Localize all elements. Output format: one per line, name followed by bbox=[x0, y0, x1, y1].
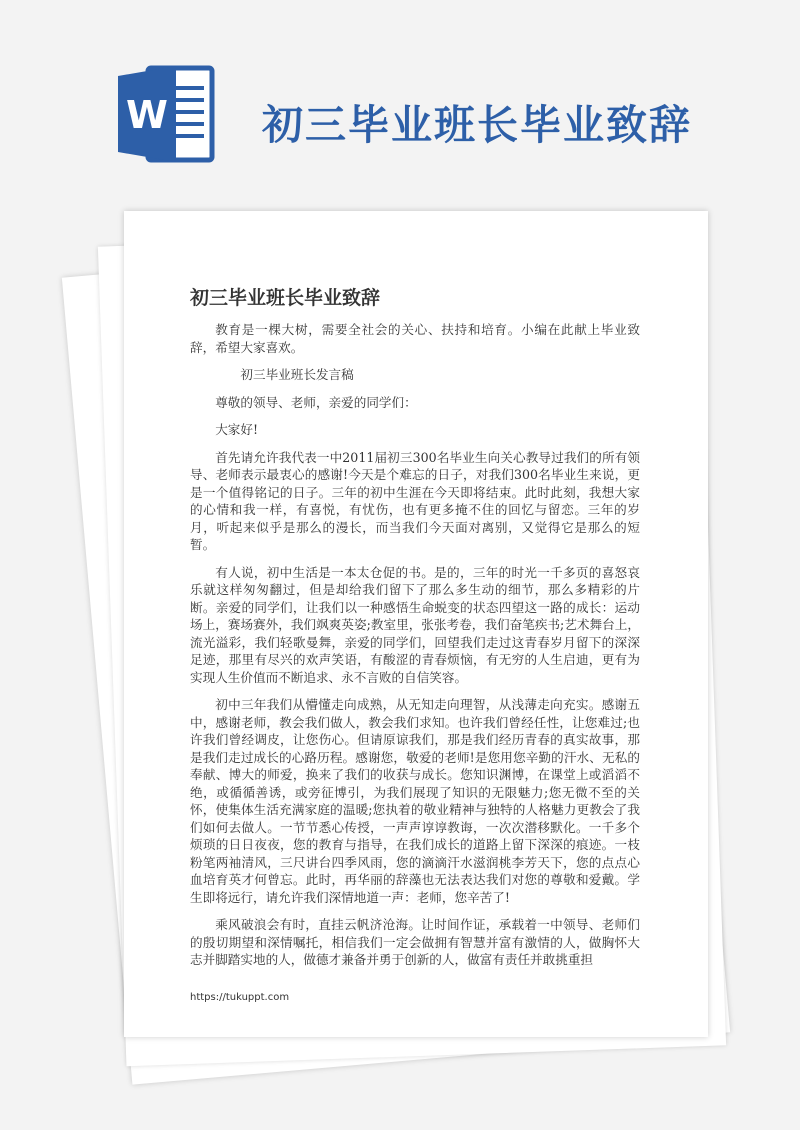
speech-subtitle: 初三毕业班长发言稿 bbox=[240, 367, 354, 382]
document-title: 初三毕业班长毕业致辞 bbox=[190, 287, 381, 309]
page-header bbox=[0, 0, 800, 200]
document-page bbox=[124, 211, 708, 1037]
footer-url[interactable]: https://tukuppt.com bbox=[190, 992, 290, 1003]
document-body bbox=[190, 321, 640, 979]
body-paragraph: 初中三年我们从懵懂走向成熟，从无知走向理智，从浅薄走向充实。感谢五中，感谢老师，教会我们做人，教会我们求知。也许我们曾经任性，让您难过;也许我们曾经调皮，让您伤心。但请原谅我们，那是我们经历青春的真实故事，那是我们走过成长的心路历程。感谢您，敬爱的老师!是您用您辛勤的汗水、无私的奉献、博大的师爱，换来了我们的收获与成长。您知识渊博，在课堂上或滔滔不绝，或循循善诱，或旁征博引，为我们展现了知识的无限魅力;您无微不至的关怀，使集体生活充满家庭的温暖;您执着的敬业精神与独特的人格魅力更教会了我们如何去做人。一节节悉心传授，一声声谆谆教诲，一次次潜移默化。一千多个烦琐的日日夜夜，您的教育与指导，在我们成长的道路上留下深深的痕迹。一枝粉笔两袖清风，三尺讲台四季风雨，您的滴滴汗水滋润桃李芳天下，您的点点心血培育英才何曾忘。此时，再华丽的辞藻也无法表达我们对您的尊敬和爱戴。学生即将远行，请允许我们深情地道一声：老师，您辛苦了! bbox=[190, 697, 640, 905]
greeting: 大家好! bbox=[215, 422, 259, 437]
body-paragraph: 首先请允许我代表一中2011届初三300名毕业生向关心教导过我们的所有领导、老师表示最衷心的感谢!今天是个难忘的日子，对我们300名毕业生来说，更是一个值得铭记的日子。三年的初中生涯在今天即将结束。此时此刻，我想大家的心情和我一样，有喜悦，有忧伤，也有更多掩不住的回忆与留恋。三年的岁月，听起来似乎是那么的漫长，而当我们今天面对离别，又觉得它是那么的短暂。 bbox=[190, 449, 640, 552]
header-title: 初三毕业班长毕业致辞 bbox=[262, 101, 692, 149]
body-paragraph: 有人说，初中生活是一本太仓促的书。是的，三年的时光一千多页的喜怒哀乐就这样匆匆翻过，但是却给我们留下了那么多生动的细节，那么多精彩的片断。亲爱的同学们，让我们以一种感悟生命蜕变的状态四望这一路的成长：运动场上，赛场赛外，我们飒爽英姿;教室里，张张考卷，我们奋笔疾书;艺术舞台上，流光溢彩，我们轻歌曼舞，亲爱的同学们，回望我们走过这青春岁月留下的深深足迹，那里有尽兴的欢声笑语，有酸涩的青春烦恼，有无穷的人生启迪，更有为实现人生价值而不断追求、永不言败的自信笑容。 bbox=[190, 564, 640, 685]
svg-text:W: W bbox=[126, 93, 168, 137]
intro-paragraph: 教育是一棵大树，需要全社会的关心、扶持和培育。小编在此献上毕业致辞，希望大家喜欢。 bbox=[190, 322, 640, 355]
body-paragraph: 乘风破浪会有时，直挂云帆济沧海。让时间作证，承载着一中领导、老师们的殷切期望和深情嘱托，相信我们一定会做拥有智慧并富有激情的人，做胸怀大志并脚踏实地的人，做德才兼备并勇于创新的人，做富有责任并敢挑重担 bbox=[190, 917, 640, 967]
word-icon bbox=[118, 62, 218, 166]
salutation: 尊敬的领导、老师，亲爱的同学们： bbox=[215, 394, 417, 410]
